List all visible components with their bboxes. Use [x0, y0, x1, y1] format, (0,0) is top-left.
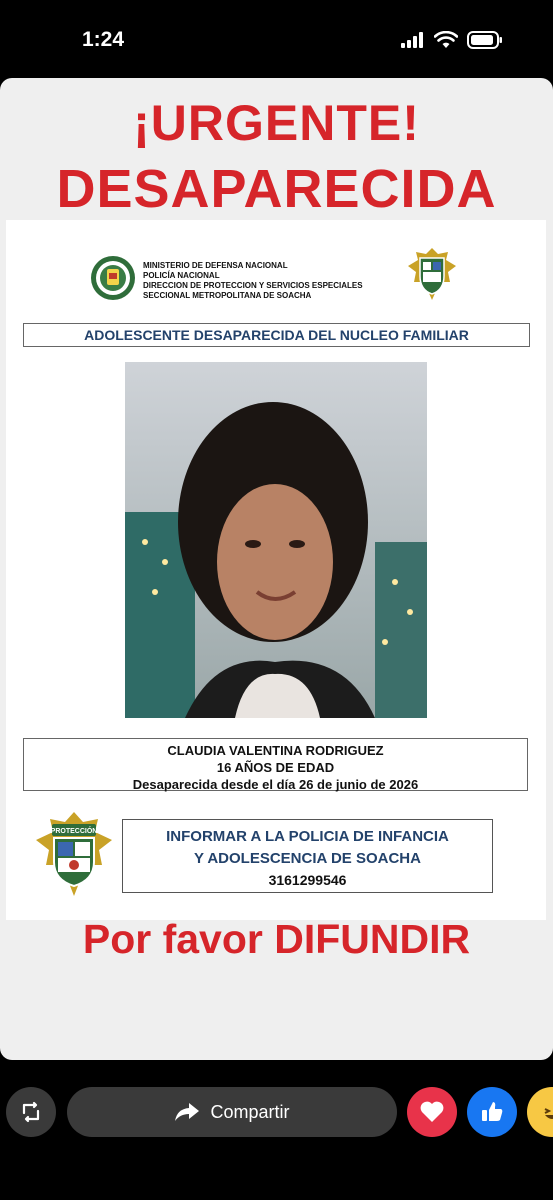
protection-shield-icon: [402, 246, 462, 302]
headline-urgent: ¡URGENTE!: [133, 95, 420, 151]
laughing-face-icon: [539, 1099, 553, 1125]
headline-missing: DESAPARECIDA: [56, 159, 497, 219]
banner-title: ADOLESCENTE DESAPARECIDA DEL NUCLEO FAMILIAR: [23, 323, 530, 347]
person-age: 16 AÑOS DE EDAD: [216, 760, 335, 775]
ministry-line: SECCIONAL METROPOLITANA DE SOACHA: [143, 291, 312, 300]
love-reaction-button[interactable]: [407, 1087, 457, 1137]
report-line: INFORMAR A LA POLICIA DE INFANCIA: [166, 828, 449, 845]
share-button[interactable]: [67, 1087, 397, 1137]
report-line: Y ADOLESCENCIA DE SOACHA: [194, 850, 421, 867]
action-bar: [0, 1080, 553, 1150]
share-call-to-action: Por favor DIFUNDIR: [82, 916, 471, 962]
heart-icon: [419, 1100, 445, 1124]
status-time: 1:24: [82, 28, 125, 51]
repost-icon: [18, 1099, 44, 1125]
badge-text: PROTECCIÓN: [50, 828, 98, 835]
like-reaction-button[interactable]: [467, 1087, 517, 1137]
repost-button[interactable]: [6, 1087, 56, 1137]
signal-icon: [401, 32, 425, 48]
thumbs-up-icon: [479, 1099, 505, 1125]
ministry-header: [143, 261, 363, 301]
child-protection-badge-icon: [28, 810, 120, 900]
haha-reaction-button[interactable]: [527, 1087, 553, 1137]
missing-person-photo: [125, 362, 427, 718]
person-name: CLAUDIA VALENTINA RODRIGUEZ: [167, 743, 384, 758]
share-arrow-icon: [174, 1101, 200, 1123]
police-seal-icon: [90, 255, 136, 301]
ministry-line: DIRECCION DE PROTECCION Y SERVICIOS ESPECIALES: [143, 281, 363, 290]
share-label: Compartir: [210, 1101, 290, 1122]
report-phone[interactable]: 3161299546: [268, 872, 347, 888]
status-bar: [0, 0, 553, 80]
wifi-icon: [434, 31, 458, 49]
ministry-line: MINISTERIO DE DEFENSA NACIONAL: [143, 261, 288, 270]
report-box: [122, 819, 493, 893]
person-info: [23, 738, 528, 791]
status-icons: [401, 31, 503, 49]
battery-icon: [467, 31, 503, 49]
ministry-line: POLICÍA NACIONAL: [143, 271, 220, 280]
missing-since: Desaparecida desde el día 26 de junio de 2026: [132, 777, 419, 792]
missing-person-poster: [0, 78, 553, 1060]
